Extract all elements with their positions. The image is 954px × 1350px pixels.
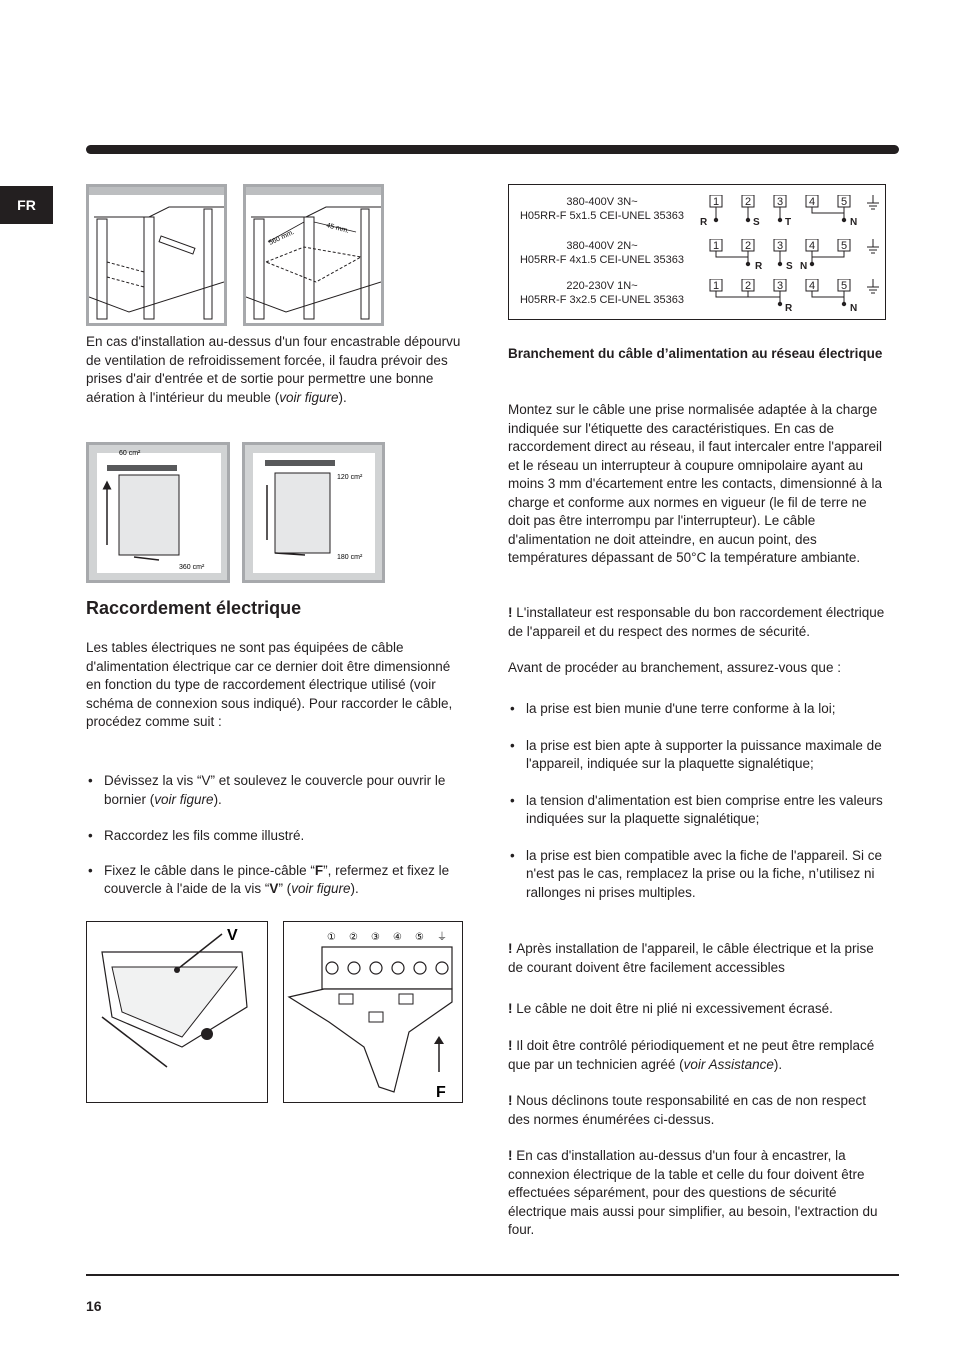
header-rule <box>86 145 899 154</box>
svg-text:3: 3 <box>777 240 784 252</box>
svg-text:T: T <box>785 217 792 228</box>
intro-paragraph <box>86 333 464 407</box>
svg-text:4: 4 <box>809 240 816 252</box>
list-item: • la prise est bien munie d'une terre conforme à la loi; <box>508 700 884 719</box>
warning-accessible: ! Après installation de l'appareil, le câble électrique et la prise de courant doivent être facilement accessibles <box>508 940 888 977</box>
warning-liability: ! Nous déclinons toute responsabilité en cas de non respect des normes énumérées ci-dessus. <box>508 1092 888 1129</box>
raccordement-steps <box>86 772 458 899</box>
svg-text:R: R <box>700 217 708 228</box>
vent-360-label: 360 cm² <box>179 564 205 571</box>
list-item: • Fixez le câble dans le pince-câble “F”, refermez et fixez le couvercle à l'aide de la vis “V” (voir figure). <box>86 862 458 899</box>
wiring-diagram-table <box>508 184 886 320</box>
svg-text:S: S <box>786 261 793 272</box>
warning-inspection: ! Il doit être contrôlé périodiquement et ne peut être remplacé que par un technicien agréé (voir Assistance). <box>508 1037 888 1074</box>
terminal-cover-figure <box>86 921 268 1103</box>
intro-text: En cas d'installation au-dessus d'un four encastrable dépourvu de ventilation de refroidissement forcée, il faudra prévoir des prises d'air d'entrée et de sortie pour permettre une bonne aération à l'intérieur du meuble ( <box>86 334 461 405</box>
svg-text:5: 5 <box>841 196 848 208</box>
terminal-number: ⑤ <box>415 932 424 943</box>
svg-text:2: 2 <box>745 280 752 292</box>
assistance-ref: voir Assistance <box>683 1056 774 1072</box>
terminal-number: ③ <box>371 932 380 943</box>
svg-text:3: 3 <box>777 280 784 292</box>
svg-text:4: 4 <box>809 196 816 208</box>
svg-text:N: N <box>850 217 858 228</box>
svg-text:5: 5 <box>841 240 848 252</box>
before-connecting: Avant de procéder au branchement, assurez-vous que : <box>508 660 841 675</box>
language-tab: FR <box>0 186 53 224</box>
svg-text:1: 1 <box>713 196 720 208</box>
terminal-number: ④ <box>393 932 402 943</box>
wiring-voltage: 220-230V 1N~ <box>566 280 638 292</box>
warning-oven: ! En cas d'installation au-dessus d'un four à encastrer, la connexion électrique de la table et celle du four doivent être effectuées séparément, pour des questions de sécurité électrique mais aussi pour simplifier, au besoin, l'extraction du four. <box>508 1147 888 1240</box>
vent-60-label: 60 cm² <box>119 450 141 457</box>
cabinet-figure-left <box>86 184 227 326</box>
branchement-title: Branchement du câble d’alimentation au réseau électrique <box>508 346 883 361</box>
label-f: F <box>436 1084 446 1101</box>
wiring-voltage: 380-400V 2N~ <box>566 240 638 252</box>
wiring-row <box>509 279 885 321</box>
svg-text:R: R <box>785 303 793 314</box>
cabinet-figure-right <box>243 184 384 326</box>
warning-installer: ! L'installateur est responsable du bon raccordement électrique de l'appareil et du respect des normes de sécurité. <box>508 604 888 641</box>
svg-text:4: 4 <box>809 280 816 292</box>
raccordement-title: Raccordement électrique <box>86 598 302 618</box>
intro-text-end: ). <box>338 389 347 405</box>
list-item: • Raccordez les fils comme illustré. <box>86 827 458 846</box>
ventilation-figure-right <box>242 442 385 583</box>
wiring-cable: H05RR-F 4x1.5 CEI-UNEL 35363 <box>519 254 685 266</box>
checklist <box>508 700 884 902</box>
svg-text:3: 3 <box>777 196 784 208</box>
svg-text:N: N <box>800 261 808 272</box>
wiring-row <box>509 195 885 237</box>
wiring-voltage: 380-400V 3N~ <box>566 196 638 208</box>
wiring-cable: H05RR-F 3x2.5 CEI-UNEL 35363 <box>519 294 685 306</box>
dim-560-label: 560 mm. <box>267 228 296 247</box>
terminal-number: ② <box>349 932 358 943</box>
label-v: V <box>227 927 238 944</box>
svg-text:R: R <box>755 261 763 272</box>
vent-120-label: 120 cm² <box>337 474 363 481</box>
ventilation-figure-left <box>86 442 230 583</box>
list-item: • Dévissez la vis “V” et soulevez le couvercle pour ouvrir le bornier (voir figure). <box>86 772 458 809</box>
list-item: • la prise est bien compatible avec la fiche de l'appareil. Si ce n'est pas le cas, remplacez la prise ou la fiche, n’utilisez ni rallonges ni prises multiples. <box>508 847 884 903</box>
svg-text:2: 2 <box>745 240 752 252</box>
svg-text:1: 1 <box>713 280 720 292</box>
footer-rule <box>86 1274 899 1276</box>
svg-text:N: N <box>850 303 858 314</box>
list-item: • la tension d'alimentation est bien comprise entre les valeurs indiquées sur la plaquette signalétique; <box>508 792 884 829</box>
svg-text:S: S <box>753 217 760 228</box>
vent-180-label: 180 cm² <box>337 554 363 561</box>
svg-text:2: 2 <box>745 196 752 208</box>
svg-text:5: 5 <box>841 280 848 292</box>
list-item: • la prise est bien apte à supporter la puissance maximale de l'appareil, indiquée sur la plaquette signalétique; <box>508 737 884 774</box>
warning-cable: ! Le câble ne doit être ni plié ni excessivement écrasé. <box>508 1000 888 1019</box>
wiring-row <box>509 239 885 281</box>
terminal-block-figure <box>283 921 463 1103</box>
terminal-number: ⏚ <box>437 932 447 943</box>
raccordement-body: Les tables électriques ne sont pas équipées de câble d'alimentation électrique car ce dernier doit être dimensionné en fonction du type de raccordement électrique utilisé (voir schéma de connexion sous indiqué). Pour raccorder le câble, procédez comme suit : <box>86 640 453 729</box>
wiring-cable: H05RR-F 5x1.5 CEI-UNEL 35363 <box>519 210 685 222</box>
intro-figure-ref: voir figure <box>279 389 339 405</box>
terminal-number: ① <box>327 932 336 943</box>
dim-45-label: 45 mm. <box>325 222 350 235</box>
branchement-body: Montez sur le câble une prise normalisée adaptée à la charge indiquée sur l'étiquette des caractéristiques. En cas de raccordement direct au réseau, il faut intercaler entre l'appareil et le réseau un interrupteur à coupure omnipolaire ayant au moins 3 mm d'écartement entre les contacts, dimensionné à la charge et conforme aux normes en vigueur (le fil de terre ne doit pas être interrompu par l'interrupteur). Le câble d'alimentation ne doit atteindre, en aucun point, des températures dépassant de 50°C la température ambiante. <box>508 402 883 565</box>
page-number: 16 <box>86 1298 102 1314</box>
svg-text:1: 1 <box>713 240 720 252</box>
